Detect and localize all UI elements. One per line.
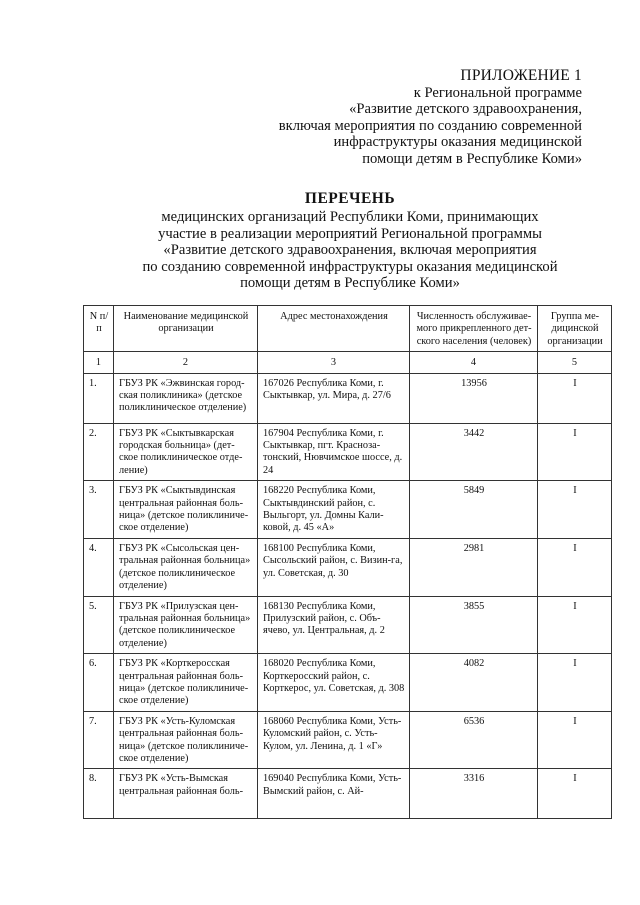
organization-group: I [538, 373, 612, 423]
heading-line: медицинских организаций Республики Коми, принимающих [161, 209, 539, 225]
population-count: 4082 [410, 654, 538, 712]
organization-group: I [538, 596, 612, 654]
organization-group: I [538, 481, 612, 539]
organization-group: I [538, 769, 612, 819]
population-count: 3316 [410, 769, 538, 819]
organization-address: 167904 Республика Коми, г. Сыктывкар, пгт. Краснoза-тонский, Нювчимское шоссе, д. 24 [258, 423, 410, 481]
appendix-line: включая мероприятия по созданию современной [278, 117, 582, 134]
population-count: 3442 [410, 423, 538, 481]
organizations-table [83, 305, 612, 819]
row-number: 2. [84, 423, 114, 481]
header-group: Группа ме-дицинской организации [538, 306, 612, 352]
organization-name: ГБУЗ РК «Прилузская цен-тральная районная больница» (детское поликлиническое отделение) [114, 596, 258, 654]
header-address: Адрес местонахождения [258, 306, 410, 352]
row-number: 6. [84, 654, 114, 712]
row-number: 4. [84, 538, 114, 596]
organization-group: I [538, 423, 612, 481]
column-index: 1 [84, 352, 114, 373]
population-count: 5849 [410, 481, 538, 539]
appendix-block [162, 68, 582, 167]
organization-address: 168100 Республика Коми, Сысольский район, с. Визин-га, ул. Советская, д. 30 [258, 538, 410, 596]
heading-line: «Развитие детского здравоохранения, включая мероприятия [163, 242, 537, 259]
organization-address: 168060 Республика Коми, Усть-Куломский район, с. Усть-Кулом, ул. Ленина, д. 1 «Г» [258, 711, 410, 769]
appendix-line: к Региональной программе [413, 84, 582, 101]
header-number: N п/п [84, 306, 114, 352]
organization-address: 169040 Республика Коми, Усть-Вымский район, с. Ай- [258, 769, 410, 819]
row-number: 5. [84, 596, 114, 654]
organization-address: 168130 Республика Коми, Прилузский район, с. Объ-ячево, ул. Центральная, д. 2 [258, 596, 410, 654]
table-row [84, 481, 612, 539]
heading-line: по созданию современной инфраструктуры оказания медицинской [142, 258, 558, 275]
organization-name: ГБУЗ РК «Усть-Куломская центральная районная боль-ница» (детское поликлиниче-ское отделение) [114, 711, 258, 769]
table-row [84, 654, 612, 712]
appendix-line: помощи детям в Республике Коми» [362, 150, 582, 167]
table-row [84, 373, 612, 423]
organization-group: I [538, 538, 612, 596]
table-row [84, 769, 612, 819]
table-row [84, 538, 612, 596]
column-index: 3 [258, 352, 410, 373]
heading-line: помощи детям в Республике Коми» [240, 275, 460, 292]
row-number: 3. [84, 481, 114, 539]
organization-name: ГБУЗ РК «Усть-Вымская центральная районная боль- [114, 769, 258, 819]
organization-name: ГБУЗ РК «Эжвинская город-ская поликлиника» (детское поликлиническое отделение) [114, 373, 258, 423]
row-number: 8. [84, 769, 114, 819]
row-number: 7. [84, 711, 114, 769]
population-count: 6536 [410, 711, 538, 769]
organization-name: ГБУЗ РК «Сысольская цен-тральная районная больница» (детское поликлиническое отделение) [114, 538, 258, 596]
table-row [84, 596, 612, 654]
table-row [84, 423, 612, 481]
table-row [84, 711, 612, 769]
population-count: 3855 [410, 596, 538, 654]
organization-group: I [538, 654, 612, 712]
table-index-row [84, 352, 612, 373]
population-count: 2981 [410, 538, 538, 596]
column-index: 4 [410, 352, 538, 373]
appendix-title: ПРИЛОЖЕНИЕ 1 [460, 67, 582, 84]
organization-address: 167026 Республика Коми, г. Сыктывкар, ул. Мира, д. 27/6 [258, 373, 410, 423]
column-index: 2 [114, 352, 258, 373]
header-population: Численность обслуживае-мого прикрепленного дет-ского населения (человек) [410, 306, 538, 352]
header-organization: Наименование медицинской организации [114, 306, 258, 352]
row-number: 1. [84, 373, 114, 423]
appendix-line: инфраструктуры оказания медицинской [333, 134, 582, 150]
document-title: ПЕРЕЧЕНЬ [304, 190, 396, 207]
table-header-row [84, 306, 612, 352]
organization-name: ГБУЗ РК «Сыктывкарская городская больница» (дет-ское поликлиническое отде-ление) [114, 423, 258, 481]
organization-address: 168020 Республика Коми, Корткеросский район, с. Корткерос, ул. Советская, д. 308 [258, 654, 410, 712]
organization-address: 168220 Республика Коми, Сыктывдинский район, с. Выльгорт, ул. Домны Кали-ковой, д. 45 «А» [258, 481, 410, 539]
heading-line: участие в реализации мероприятий Региональной программы [158, 225, 542, 242]
document-heading [60, 190, 640, 292]
column-index: 5 [538, 352, 612, 373]
appendix-line: «Развитие детского здравоохранения, [349, 101, 582, 117]
organization-name: ГБУЗ РК «Сыктывдинская центральная районная боль-ница» (детское поликлиниче-ское отделение) [114, 481, 258, 539]
population-count: 13956 [410, 373, 538, 423]
organization-name: ГБУЗ РК «Корткеросская центральная районная боль-ница» (детское поликлиниче-ское отделение) [114, 654, 258, 712]
organization-group: I [538, 711, 612, 769]
